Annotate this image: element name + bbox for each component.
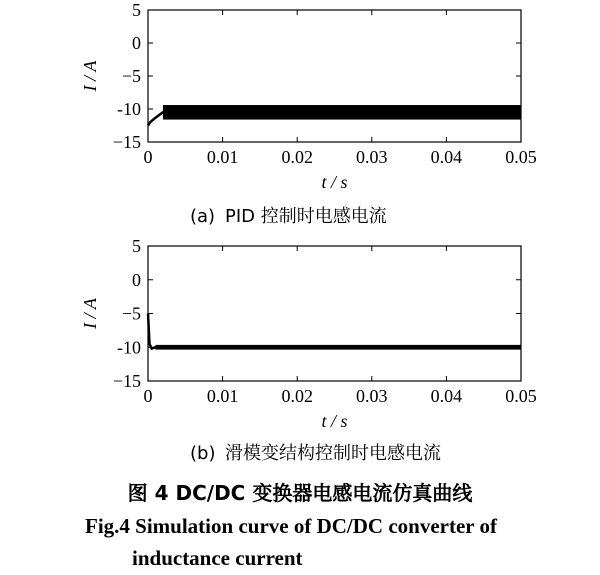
plot-frame-a (148, 10, 521, 142)
x-tick-label: 0.05 (505, 386, 537, 406)
caption-b (190, 443, 441, 464)
panel-label-a: (a) (190, 206, 216, 227)
y-tick-label: −15 (112, 132, 141, 152)
y-axis-label-a: I / A (80, 60, 100, 92)
x-tick-label: 0.01 (206, 147, 239, 167)
x-tick-label: 0.03 (356, 147, 388, 167)
y-tick-label: -10 (117, 337, 141, 358)
y-tick-label: 5 (132, 0, 141, 20)
series-line-layer-b (148, 314, 521, 349)
y-axis-label-b: I / A (80, 298, 100, 329)
figure-title-en-line2: inductance current (132, 546, 303, 570)
x-tick-label: 0.05 (505, 147, 537, 167)
y-tick-label: −5 (121, 303, 141, 324)
x-tick-label: 0.04 (430, 386, 463, 406)
plot-frame-b (148, 246, 521, 381)
y-tick-label: −5 (121, 66, 141, 86)
x-axis-label-a: t / s (321, 172, 348, 192)
x-tick-label: 0.02 (281, 147, 313, 167)
caption-a (190, 206, 387, 227)
figure-title-cn: 图 4 DC/DC 变换器电感电流仿真曲线 (127, 481, 473, 505)
y-tick-label: 0 (132, 33, 141, 53)
figure-title-en-line1: Fig.4 Simulation curve of DC/DC converter of (85, 514, 497, 538)
x-tick-label: 0.01 (206, 386, 239, 406)
panel-label-b: (b) (190, 443, 216, 464)
x-axis-label-b: t / s (321, 411, 348, 431)
chart-panel-b (80, 236, 537, 464)
chart-panel-a (80, 0, 537, 227)
series-line (148, 314, 521, 349)
caption-text-a: PID 控制时电感电流 (225, 206, 387, 227)
x-tick-label: 0.04 (430, 147, 463, 167)
y-tick-label: -10 (117, 99, 141, 119)
y-tick-label: 0 (132, 269, 141, 290)
x-tick-label: 0.02 (281, 386, 313, 406)
y-tick-label: 5 (132, 236, 141, 256)
caption-text-b: 滑模变结构控制时电感电流 (225, 443, 441, 464)
x-tick-label: 0.03 (356, 386, 388, 406)
x-tick-label: 0 (143, 386, 153, 406)
y-tick-label: −15 (112, 371, 141, 391)
x-tick-label: 0 (143, 147, 153, 167)
